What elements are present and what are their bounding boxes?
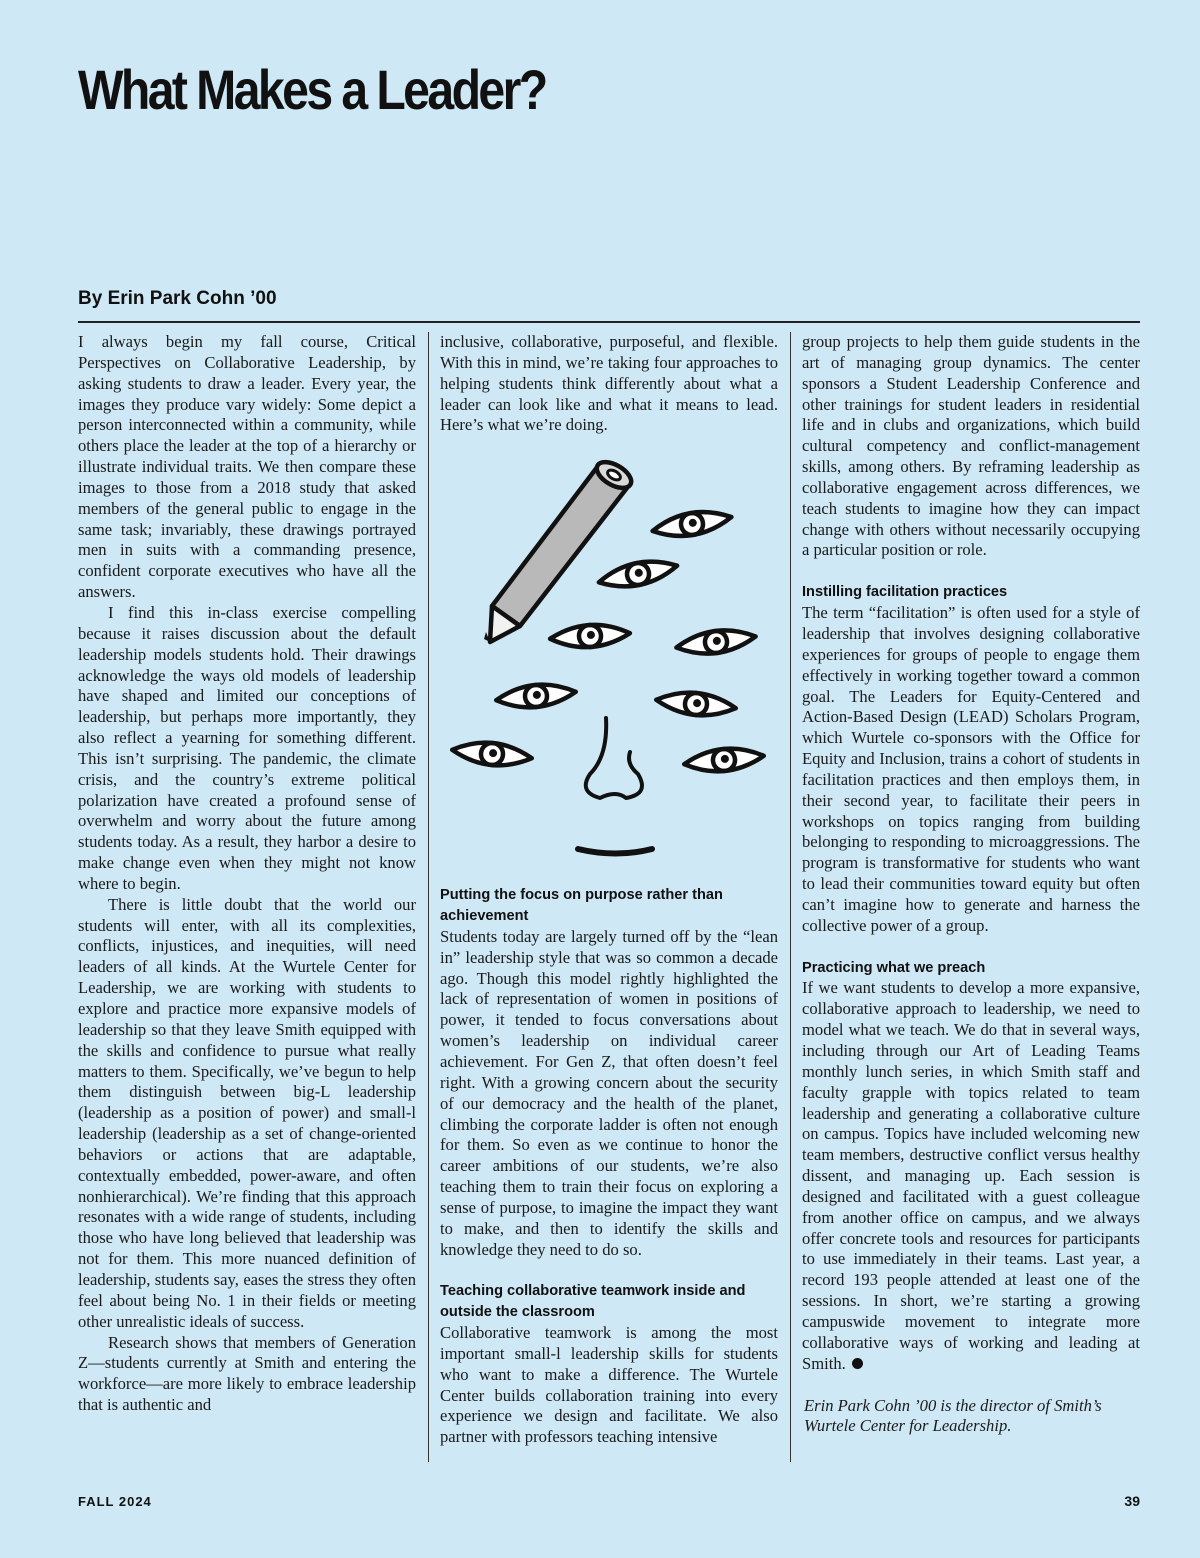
section-heading: Practicing what we preach [802,959,986,976]
paragraph: Collaborative teamwork is among the most important small-l leadership skills for students who want to make a difference. The Wurtele Center builds collaboration training into every experience we design and facilitate. We also partner with professors teaching intensive [440,1323,778,1447]
eye-icon [651,506,734,542]
section-heading: Putting the focus on purpose rather than achievement [440,887,723,925]
paragraph-end [802,978,1140,1374]
article-title: What Makes a Leader? [78,58,546,121]
eye-icon [655,689,737,719]
eye-icon [549,622,630,650]
paragraph: The term “facilitation” is often used for a style of leadership that involves designing collaborative experiences for groups of people to engage them effectively in working together toward a common goal. The Leaders for Equity-Centered and Action-Based Design (LEAD) Scholars Program, which Wurtele co-sponsors with the Office for Equity and Inclusion, trains a cohort of students in facilitation practices and then employs them, in their second year, to facilitate their peers in workshops on topics ranging from building belonging to responding to microaggressions. The program is transformative for students who want to lead their communities toward equity but often can’t imagine how to generate and harness the collective power of a group. [802,603,1140,935]
eye-icon [675,626,757,659]
issue-label: FALL 2024 [78,1494,152,1509]
byline: By Erin Park Cohn ’00 [78,288,277,309]
paragraph: Research shows that members of Generation Z—students currently at Smith and entering the workforce—are more likely to embrace leadership that is authentic and [78,1332,416,1415]
paragraph: group projects to help them guide students in the art of managing group dynamics. The center sponsors a Student Leadership Conference and other trainings for student leaders in residential life and in clubs and organizations, which build cultural competency and conflict-management skills, among others. By reframing leadership as collaborative engagement across differences, we teach students to imagine how they can impact change with others without necessarily occupying a particular position or role. [802,332,1140,560]
page-number: 39 [1124,1493,1140,1509]
column-divider [790,332,791,1462]
section-heading: Instilling facilitation practices [802,584,1008,601]
eye-icon [451,739,533,769]
eye-icon [495,681,577,711]
paragraph: I find this in-class exercise compelling because it raises discussion about the default leadership models students hold. Their drawings acknowledge the ways old models of leadership have shaped and limited our conceptions of leadership, but perhaps more importantly, they also reflect a yearning for something different. This isn’t surprising. The pandemic, the climate crisis, and the country’s extreme political polarization have created a profound sense of overwhelm and worry about the future among students today. As a result, they harbor a desire to make change even when they might not know where to begin. [78,602,416,893]
paragraph: inclusive, collaborative, purposeful, and flexible. With this in mind, we’re taking four approaches to helping students think differently about what a leader can look like and what it means to lead. Here’s what we’re doing. [440,332,778,435]
eye-icon [683,745,765,775]
column-divider [428,332,429,1462]
paragraph: Students today are largely turned off by the “lean in” leadership style that was so common a decade ago. Though this model rightly highlighted the lack of representation of women in positions of power, it tended to focus conversations about women’s leadership on individual career achievement. For Gen Z, that often doesn’t feel right. With a growing concern about the security of our democracy and the health of the planet, climbing the corporate ladder is often not enough for them. So even as we continue to honor the career ambitions of our students, we’re also teaching them to train their focus on exploring a sense of purpose, to imagine the impact they want to make, and then to identify the skills and knowledge they need to do so. [440,926,778,1259]
column-2 [440,332,778,1462]
byline-rule [78,321,1140,323]
eye-icon [597,555,680,593]
mouth-icon [578,849,652,854]
paragraph-text: If we want students to develop a more expansive, collaborative approach to leadership, we need to model what we teach. We do that in several ways, including through our Art of Leading Teams monthly lunch series, in which Smith staff and faculty grapple with topics related to team leadership and generating a collaborative culture on campus. Topics have included welcoming new team members, destructive conflict versus healthy dissent, and managing up. Each session is designed and facilitated with a guest colleague from another office on campus, and we always offer concrete tools and resources for participants to use immediately in their teams. Last year, a record 193 people attended at least one of the sessions. In short, we’re starting a growing campuswide movement to integrate more collaborative ways of working and leading at Smith. [802,978,1140,1373]
author-bio: Erin Park Cohn ’00 is the director of Smith’s Wurtele Center for Leadership. [804,1395,1102,1436]
column-1 [78,332,416,1462]
pencil-icon [484,457,635,642]
end-mark-icon [852,1358,863,1369]
nose-icon [586,718,642,798]
column-3 [802,332,1140,1462]
pencil-drawing-eyes-face-illustration [440,456,778,876]
section-heading: Teaching collaborative teamwork inside and outside the classroom [440,1283,746,1321]
paragraph: I always begin my fall course, Critical Perspectives on Collaborative Leadership, by asking students to draw a leader. Every year, the images they produce vary widely: Some depict a person interconnected within a community, while others place the leader at the top of a hierarchy or illustrate individual traits. We then compare these images to those from a 2018 study that asked members of the general public to engage in the same task; invariably, these drawings portrayed men in suits with a commanding presence, confident corporate executives who have all the answers. [78,332,416,602]
paragraph: There is little doubt that the world our students will enter, with all its complexities, conflicts, injustices, and inequities, will need leaders of all kinds. At the Wurtele Center for Leadership, we are working with students to explore and practice more expansive models of leadership so that they leave Smith equipped with the skills and confidence to pursue what really matters to them. Specifically, we’ve begun to help them distinguish between big-L leadership (leadership as a position of power) and small-l leadership (leadership as a set of change-oriented behaviors or actions that are adaptable, contextually embedded, power-aware, and often nonhierarchical). We’re finding that this approach resonates with a wide range of students, including those who have long believed that leadership was not for them. This more nuanced definition of leadership, students say, eases the stress they often feel about being No. 1 in their fields or meeting other unrealistic ideals of success. [78,894,416,1331]
